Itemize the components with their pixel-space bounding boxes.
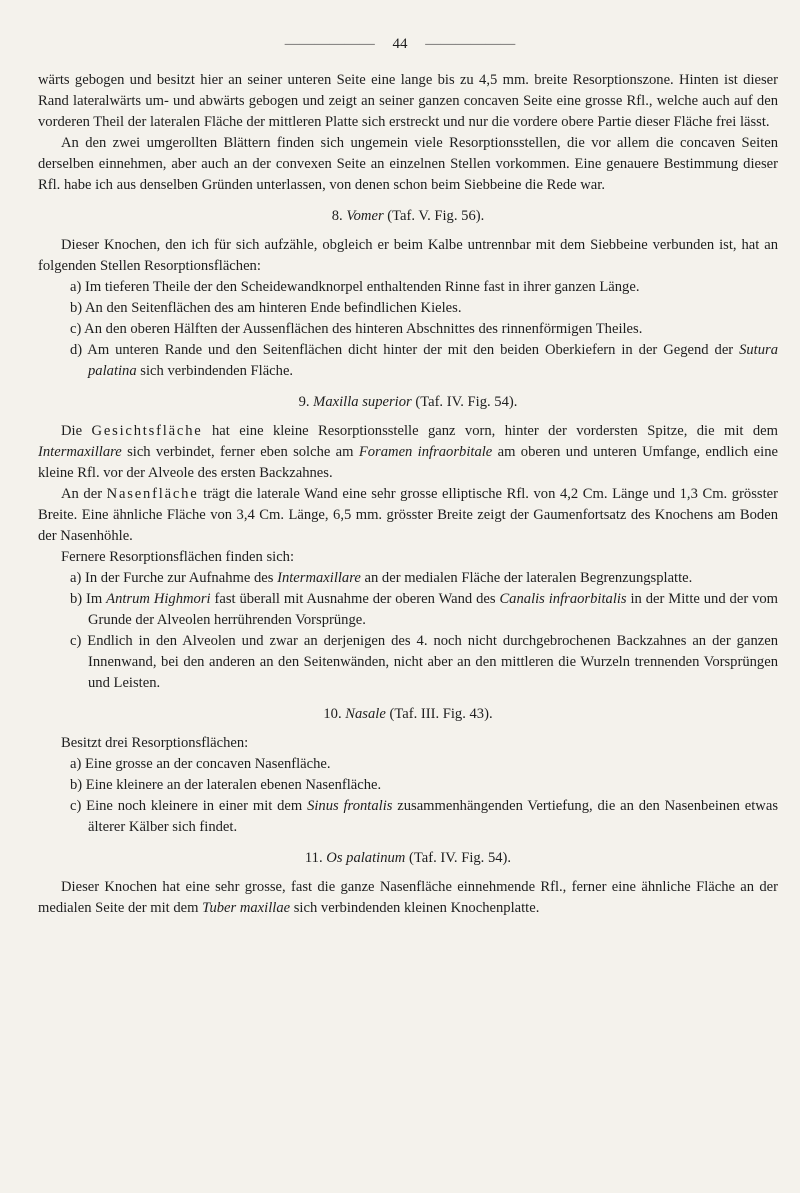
latin-term: Intermaxillare	[38, 444, 122, 460]
text: An der	[61, 486, 107, 502]
paragraph-6: Fernere Resorptionsflächen finden sich:	[61, 549, 295, 565]
text: am oberen und unteren Umfange, endlich eine kleine Rfl. vor der Alveole des ersten Backzahnes.	[38, 444, 778, 481]
item-text: c) Eine noch kleinere in einer mit dem	[70, 798, 308, 814]
page-number: 44	[392, 36, 408, 52]
section-reference: (Taf. IV. Fig. 54).	[415, 394, 518, 410]
list-item-vomer-c: c) An den oberen Hälften der Aussenflächen des hinteren Abschnittes des rinnenförmigen Theiles.	[70, 321, 643, 337]
section-heading-vomer	[38, 206, 778, 227]
section-title: Maxilla superior	[313, 394, 412, 410]
latin-term: Sutura palatina	[88, 342, 778, 379]
latin-term: Foramen infraorbitale	[358, 444, 493, 460]
paragraph-4	[38, 421, 778, 484]
list-item-vomer-b: b) An den Seitenflächen des am hinteren Ende befindlichen Kieles.	[70, 300, 462, 316]
list-item-vomer-d	[38, 340, 778, 382]
section-number: 8.	[331, 208, 343, 224]
text: hat eine kleine Resorptionsstelle ganz vorn, hinter der vordersten Spitze, die mit dem	[202, 423, 778, 439]
item-text: d) Am unteren Rande und den Seitenflächen dicht hinter der mit den beiden Oberkiefern in der Gegend der	[70, 342, 740, 358]
section-heading-nasale	[38, 704, 778, 725]
item-text: in der Mitte und der vom Grunde der Alveolen herrührenden Vorsprünge.	[88, 591, 779, 628]
section-reference: (Taf. V. Fig. 56).	[387, 208, 485, 224]
text: trägt die laterale Wand eine sehr grosse elliptische Rfl. von 4,2 Cm. Länge und 1,3 Cm. grösster Breite. Eine ähnliche Fläche von 3,4 Cm. Länge, 6,5 mm. grösster Breite zeigt der Gaumenfortsatz des Knochens am Boden der Nasenhöhle.	[38, 486, 778, 544]
list-item-vomer-a: a) Im tieferen Theile der den Scheidewandknorpel enthaltenden Rinne fast in ihrer ganzen Länge.	[70, 279, 640, 295]
item-text: a) In der Furche zur Aufnahme des	[70, 570, 278, 586]
item-text: an der medialen Fläche der lateralen Begrenzungsplatte.	[360, 570, 693, 586]
spaced-term: Gesichtsfläche	[91, 423, 203, 439]
text: sich verbindet, ferner eben solche am	[121, 444, 359, 460]
latin-term: Tuber maxillae	[202, 900, 291, 916]
text: Die	[61, 423, 92, 439]
list-item-nasale-a: a) Eine grosse an der concaven Nasenfläche.	[70, 756, 331, 772]
latin-term: Intermaxillare	[277, 570, 361, 586]
latin-term: Canalis infraorbitalis	[499, 591, 627, 607]
paragraph-5	[38, 484, 778, 547]
item-text: sich verbindenden Fläche.	[136, 363, 294, 379]
section-title: Os palatinum	[326, 850, 406, 866]
section-title: Vomer	[346, 208, 384, 224]
item-text: b) Im	[70, 591, 107, 607]
paragraph-8	[38, 877, 778, 919]
section-number: 11.	[304, 850, 323, 866]
section-heading-maxilla	[38, 392, 778, 413]
paragraph-2: An den zwei umgerollten Blättern finden sich ungemein viele Resorptionsstellen, die vor allem die concaven Seiten derselben einnehmen, aber auch an der convexen Seite an einzelnen Stellen vorkommen. Eine genauere Bestimmung dieser Rfl. habe ich aus denselben Gründen unterlassen, von denen schon beim Siebbeine die Rede war.	[38, 135, 778, 193]
latin-term: Sinus frontalis	[307, 798, 393, 814]
list-item-maxilla-a	[38, 568, 778, 589]
paragraph-3: Dieser Knochen, den ich für sich aufzähle, obgleich er beim Kalbe untrennbar mit dem Siebbeine verbunden ist, hat an folgenden Stellen Resorptionsflächen:	[38, 237, 778, 274]
section-number: 9.	[298, 394, 310, 410]
text: Dieser Knochen hat eine sehr grosse, fast die ganze Nasenfläche einnehmende Rfl., ferner eine ähnliche Fläche an der medialen Seite der mit dem	[38, 879, 778, 916]
list-item-maxilla-c: c) Endlich in den Alveolen und zwar an derjenigen des 4. noch nicht durchgebrochenen Backzahnes an der ganzen Innenwand, bei den anderen an den Seitenwänden, nicht aber an den mittleren die Wurzeln trennenden Vorsprüngen und Leisten.	[70, 633, 778, 691]
section-number: 10.	[323, 706, 342, 722]
page-body	[38, 70, 778, 919]
header-dash-left: ——————	[284, 36, 375, 52]
item-text: zusammenhängenden Vertiefung, die an den Nasenbeinen etwas älterer Kälber sich findet.	[88, 798, 778, 835]
section-heading-palatinum	[38, 848, 778, 869]
paragraph-7: Besitzt drei Resorptionsflächen:	[61, 735, 249, 751]
list-item-maxilla-b	[38, 589, 778, 631]
paragraph-1: wärts gebogen und besitzt hier an seiner unteren Seite eine lange bis zu 4,5 mm. breite Resorptionszone. Hinten ist dieser Rand lateralwärts um- und abwärts gebogen und zeigt an seiner ganzen concaven Seite eine grosse Rfl., welche auch auf den vorderen Theil der lateralen Fläche der mittleren Platte sich erstreckt und nur die vordere obere Partie dieser Fläche frei lässt.	[38, 72, 778, 130]
page-header	[0, 36, 800, 53]
header-dash-right: ——————	[425, 36, 516, 52]
list-item-nasale-b: b) Eine kleinere an der lateralen ebenen Nasenfläche.	[70, 777, 382, 793]
section-reference: (Taf. IV. Fig. 54).	[409, 850, 512, 866]
item-text: fast überall mit Ausnahme der oberen Wand des	[210, 591, 500, 607]
text: sich verbindenden kleinen Knochenplatte.	[290, 900, 540, 916]
list-item-nasale-c	[38, 796, 778, 838]
section-title: Nasale	[345, 706, 386, 722]
latin-term: Antrum Highmori	[106, 591, 211, 607]
section-reference: (Taf. III. Fig. 43).	[389, 706, 493, 722]
spaced-term: Nasenfläche	[106, 486, 199, 502]
